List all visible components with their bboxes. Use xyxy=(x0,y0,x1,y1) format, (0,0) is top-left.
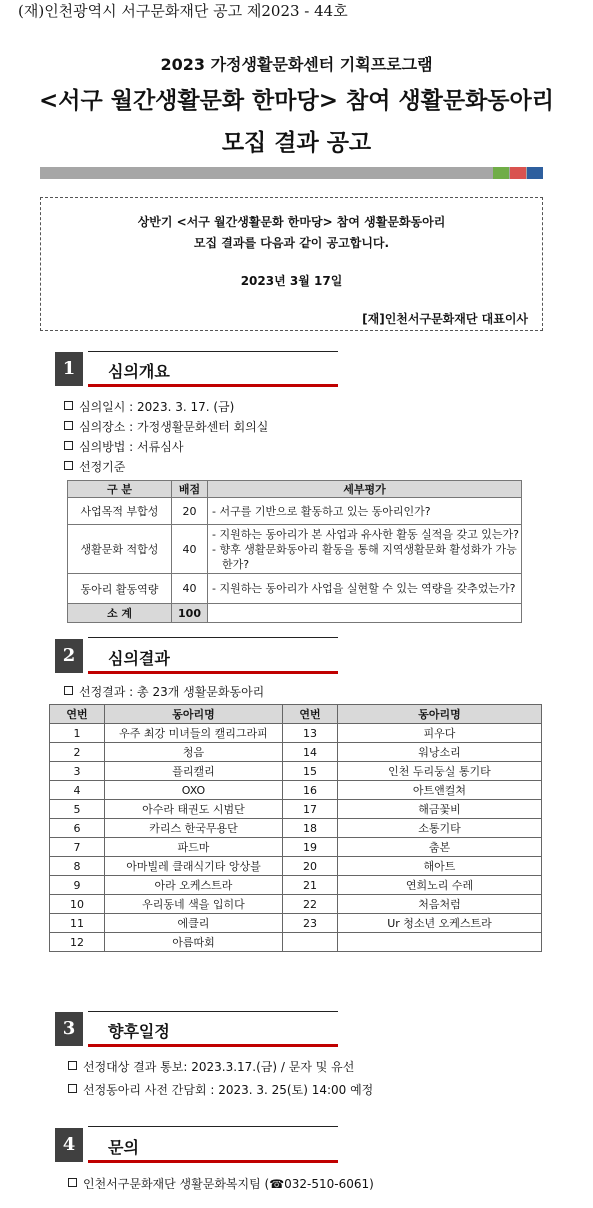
checkbox-square-icon xyxy=(64,686,73,695)
criteria-table xyxy=(67,480,522,623)
club-name: 아마빌레 클래식기타 앙상블 xyxy=(105,857,283,876)
row-number: 23 xyxy=(283,914,338,933)
criteria-category: 생활문화 적합성 xyxy=(68,525,172,574)
row-number: 14 xyxy=(283,743,338,762)
criteria-category: 동아리 활동역량 xyxy=(68,574,172,604)
doc-title-line1: 2023 가정생활문화센터 기획프로그램 xyxy=(160,55,433,74)
results-row xyxy=(50,857,542,876)
club-name: 워낭소리 xyxy=(338,743,542,762)
results-row xyxy=(50,895,542,914)
section2-title: 심의결과 xyxy=(108,649,170,668)
row-number xyxy=(283,933,338,952)
section1-bullet: 선정기준 xyxy=(64,458,125,475)
section4-top-line xyxy=(88,1126,338,1127)
row-number: 10 xyxy=(50,895,105,914)
results-row xyxy=(50,800,542,819)
results-row xyxy=(50,838,542,857)
row-number: 11 xyxy=(50,914,105,933)
club-name: 해금꽃비 xyxy=(338,800,542,819)
row-number: 17 xyxy=(283,800,338,819)
row-number: 9 xyxy=(50,876,105,895)
section2-number: 2 xyxy=(55,639,83,673)
results-header-no2: 연번 xyxy=(283,705,338,724)
criteria-details: - 지원하는 동아리가 본 사업과 유사한 활동 실적을 갖고 있는가? - 향후 생활문화동아리 활동을 통해 지역생활문화 활성화가 가능 한가? xyxy=(208,525,522,574)
criteria-row xyxy=(68,525,522,574)
section3-red-line xyxy=(88,1044,338,1047)
row-number: 8 xyxy=(50,857,105,876)
checkbox-square-icon xyxy=(68,1084,77,1093)
row-number: 5 xyxy=(50,800,105,819)
criteria-row xyxy=(68,574,522,604)
section1-number: 1 xyxy=(55,352,83,386)
criteria-score: 20 xyxy=(172,498,208,525)
checkbox-square-icon xyxy=(64,401,73,410)
doc-title-line2: <서구 월간생활문화 한마당> 참여 생활문화동아리 xyxy=(39,87,554,114)
checkbox-square-icon xyxy=(68,1178,77,1187)
club-name: 파드마 xyxy=(105,838,283,857)
criteria-header-category: 구 분 xyxy=(68,481,172,498)
club-name: 우리동네 색을 입히다 xyxy=(105,895,283,914)
results-body xyxy=(50,724,542,952)
divider-red-segment xyxy=(510,167,526,179)
checkbox-square-icon xyxy=(68,1061,77,1070)
results-table xyxy=(49,704,542,952)
section1-top-line xyxy=(88,351,338,352)
section1-bullet: 심의장소 : 가정생활문화센터 회의실 xyxy=(64,418,268,435)
criteria-total-label: 소 계 xyxy=(68,604,172,623)
criteria-details: - 서구를 기반으로 활동하고 있는 동아리인가? xyxy=(208,498,522,525)
row-number: 2 xyxy=(50,743,105,762)
criteria-score: 40 xyxy=(172,574,208,604)
announcement-line2: 모집 결과를 다음과 같이 공고합니다. xyxy=(193,236,390,250)
results-header-club: 동아리명 xyxy=(105,705,283,724)
doc-title-line3: 모집 결과 공고 xyxy=(221,129,372,156)
results-row xyxy=(50,743,542,762)
results-header-row xyxy=(50,705,542,724)
section4-red-line xyxy=(88,1160,338,1163)
section3-bullet: 선정동아리 사전 간담회 : 2023. 3. 25(토) 14:00 예정 xyxy=(68,1081,373,1098)
row-number: 15 xyxy=(283,762,338,781)
results-row xyxy=(50,781,542,800)
club-name: 피우다 xyxy=(338,724,542,743)
club-name: 플리캘리 xyxy=(105,762,283,781)
criteria-details: - 지원하는 동아리가 사업을 실현할 수 있는 역량을 갖추었는가? xyxy=(208,574,522,604)
row-number: 16 xyxy=(283,781,338,800)
club-name: 청음 xyxy=(105,743,283,762)
club-name: 아름따회 xyxy=(105,933,283,952)
row-number: 4 xyxy=(50,781,105,800)
title-divider-bar xyxy=(40,167,543,179)
row-number: 12 xyxy=(50,933,105,952)
checkbox-square-icon xyxy=(64,421,73,430)
criteria-header-score: 배점 xyxy=(172,481,208,498)
section2-red-line xyxy=(88,671,338,674)
club-name: 에클리 xyxy=(105,914,283,933)
criteria-category: 사업목적 부합성 xyxy=(68,498,172,525)
club-name: 인천 두리둥실 통기타 xyxy=(338,762,542,781)
criteria-header-details: 세부평가 xyxy=(208,481,522,498)
club-name: Ur 청소년 오케스트라 xyxy=(338,914,542,933)
section3-top-line xyxy=(88,1011,338,1012)
section2-bullet: 선정결과 : 총 23개 생활문화동아리 xyxy=(64,683,264,700)
results-row xyxy=(50,876,542,895)
section1-red-line xyxy=(88,384,338,387)
row-number: 3 xyxy=(50,762,105,781)
results-row xyxy=(50,933,542,952)
criteria-row xyxy=(68,498,522,525)
divider-blue-segment xyxy=(527,167,543,179)
section1-bullet: 심의일시 : 2023. 3. 17. (금) xyxy=(64,398,234,415)
announcement-issuer: [재]인천서구문화재단 대표이사 xyxy=(362,312,528,326)
criteria-header-row xyxy=(68,481,522,498)
row-number: 13 xyxy=(283,724,338,743)
club-name: 카리스 한국무용단 xyxy=(105,819,283,838)
club-name: 소통기타 xyxy=(338,819,542,838)
criteria-total-row xyxy=(68,604,522,623)
results-row xyxy=(50,819,542,838)
club-name: 아트앤컬쳐 xyxy=(338,781,542,800)
section3-title: 향후일정 xyxy=(108,1022,170,1041)
row-number: 1 xyxy=(50,724,105,743)
criteria-total-score: 100 xyxy=(172,604,208,623)
announcement-date: 2023년 3월 17일 xyxy=(240,274,343,288)
row-number: 19 xyxy=(283,838,338,857)
club-name: 우주 최강 미녀들의 캘리그라피 xyxy=(105,724,283,743)
section2-top-line xyxy=(88,637,338,638)
club-name: OXO xyxy=(105,781,283,800)
row-number: 18 xyxy=(283,819,338,838)
section1-bullet: 심의방법 : 서류심사 xyxy=(64,438,183,455)
club-name: 춤본 xyxy=(338,838,542,857)
row-number: 6 xyxy=(50,819,105,838)
club-name: 연희노리 수레 xyxy=(338,876,542,895)
announcement-box xyxy=(40,197,543,331)
section4-number: 4 xyxy=(55,1128,83,1162)
results-header-club2: 동아리명 xyxy=(338,705,542,724)
row-number: 22 xyxy=(283,895,338,914)
announcement-line1: 상반기 <서구 월간생활문화 한마당> 참여 생활문화동아리 xyxy=(137,215,446,229)
row-number: 7 xyxy=(50,838,105,857)
row-number: 21 xyxy=(283,876,338,895)
section4-title: 문의 xyxy=(108,1138,139,1157)
results-row xyxy=(50,914,542,933)
results-header-no: 연번 xyxy=(50,705,105,724)
checkbox-square-icon xyxy=(64,441,73,450)
section3-bullet: 선정대상 결과 통보: 2023.3.17.(금) / 문자 및 유선 xyxy=(68,1058,354,1075)
notice-number: (재)인천광역시 서구문화재단 공고 제2023 - 44호 xyxy=(18,2,348,20)
club-name xyxy=(338,933,542,952)
section4-bullet: 인천서구문화재단 생활문화복지팀 (☎032-510-6061) xyxy=(68,1175,374,1192)
row-number: 20 xyxy=(283,857,338,876)
section1-title: 심의개요 xyxy=(108,362,170,381)
divider-green-segment xyxy=(493,167,509,179)
results-row xyxy=(50,762,542,781)
results-row xyxy=(50,724,542,743)
criteria-score: 40 xyxy=(172,525,208,574)
club-name: 해아트 xyxy=(338,857,542,876)
section3-number: 3 xyxy=(55,1012,83,1046)
checkbox-square-icon xyxy=(64,461,73,470)
club-name: 처음처럼 xyxy=(338,895,542,914)
club-name: 아라 오케스트라 xyxy=(105,876,283,895)
club-name: 아수라 태권도 시범단 xyxy=(105,800,283,819)
